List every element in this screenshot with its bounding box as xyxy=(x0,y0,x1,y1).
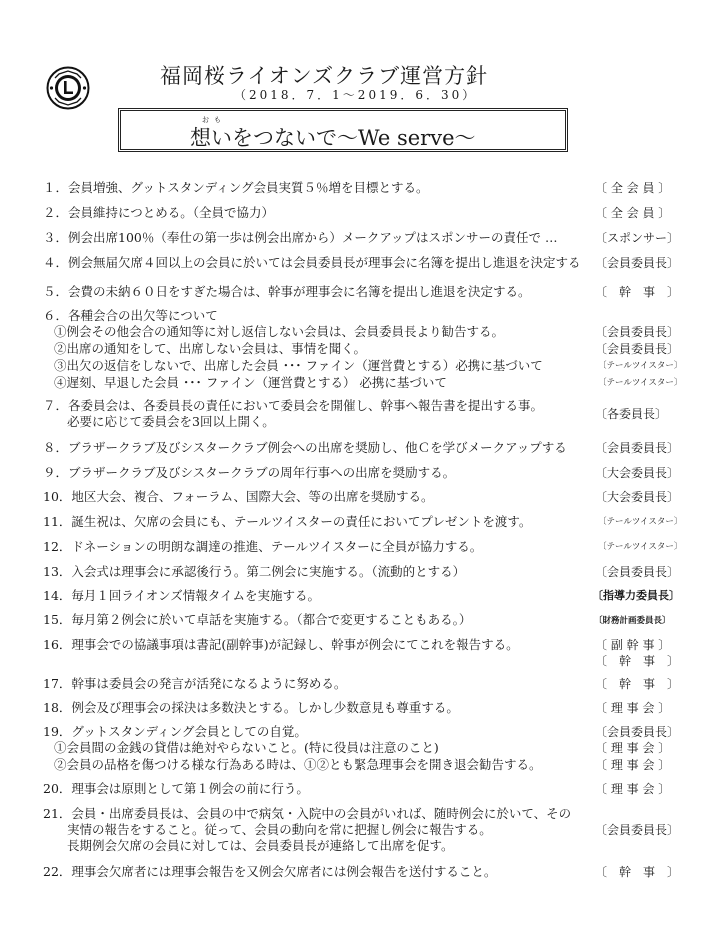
policy-subitem-text: ②出席の通知をして、出席しない会員は、事情を聞く。 xyxy=(54,341,367,356)
motto-text: 想いをつないで～We serve～ xyxy=(190,126,476,150)
policy-item-text: ７．各委員会は、各委員長の責任において委員会を開催し、幹事へ報告書を提出する事。 xyxy=(43,398,544,413)
policy-item-responsible: 〔 副 幹 事 〕 xyxy=(595,638,671,652)
policy-item-text: 13．入会式は理事会に承認後行う。第二例会に実施する。（流動的とする） xyxy=(43,564,466,579)
policy-item-responsible: 〔 幹 事 〕 xyxy=(595,285,680,299)
policy-item-responsible: 〔会員委員長〕 xyxy=(595,823,680,837)
policy-item-text: ２．会員維持につとめる。（全員で協力） xyxy=(43,205,275,220)
policy-item-text: 18．例会及び理事会の採決は多数決とする。しかし少数意見も尊重する。 xyxy=(43,700,459,715)
policy-item-responsible: 〔テールツイスター〕 xyxy=(598,542,683,552)
document-title: 福岡桜ライオンズクラブ運営方針 xyxy=(160,64,489,88)
policy-item-responsible: 〔会員委員長〕 xyxy=(595,725,680,739)
policy-item-responsible: 〔会員委員長〕 xyxy=(595,441,680,455)
policy-item-responsible: 〔テールツイスター〕 xyxy=(598,378,683,388)
policy-item-text-cont: 必要に応じて委員会を3回以上開く。 xyxy=(67,414,275,429)
policy-item-text: 10．地区大会、複合、フォーラム、国際大会、等の出席を奨励する。 xyxy=(43,489,434,504)
policy-item-text: ４．例会無届欠席４回以上の会員に於いては会員委員長が理事会に名簿を提出し進退を決定する xyxy=(43,255,581,270)
policy-item-responsible: 〔会員委員長〕 xyxy=(595,565,680,579)
fiscal-period: （2018．7．1～2019．6．30） xyxy=(234,88,478,102)
policy-item-text: 20．理事会は原則として第１例会の前に行う。 xyxy=(43,781,309,796)
policy-item-responsible: 〔 幹 事 〕 xyxy=(595,654,680,668)
policy-item-responsible: 〔テールツイスター〕 xyxy=(598,361,683,371)
policy-item-text: ６．各種会合の出欠等について xyxy=(43,308,218,323)
policy-item-responsible: 〔スポンサー〕 xyxy=(595,231,680,245)
policy-item-responsible: 〔 理 事 会 〕 xyxy=(595,741,671,755)
policy-item-text: 12．ドネーションの明朗な調達の推進、テールツイスターに全員が協力する。 xyxy=(43,539,483,554)
policy-item-responsible: 〔 全 会 員 〕 xyxy=(595,181,671,195)
policy-item-text: 15．毎月第２例会に於いて卓話を実施する。（都合で変更することもある。） xyxy=(43,612,472,627)
policy-item-text-cont: 実情の報告をすること。従って、会員の動向を常に把握し例会に報告する。 xyxy=(67,822,492,837)
policy-subitem-text: ①例会その他会合の通知等に対し返信しない会員は、会員委員長より勧告する。 xyxy=(54,324,505,339)
policy-subitem-text: ②会員の品格を傷つける様な行為ある時は、①②とも緊急理事会を開き退会勧告する。 xyxy=(54,757,542,772)
policy-item-responsible: 〔 理 事 会 〕 xyxy=(595,782,671,796)
policy-item-text: 11．誕生祝は、欠席の会員にも、テールツイスターの責任においてプレゼントを渡す。 xyxy=(43,514,532,529)
policy-item-text: １．会員増強、グットスタンディング会員実質５％増を目標とする。 xyxy=(43,180,429,195)
policy-item-responsible: 〔テールツイスター〕 xyxy=(598,517,683,527)
policy-item-responsible: 〔 幹 事 〕 xyxy=(595,865,680,879)
policy-subitem-text: ①会員間の金銭の貸借は絶対やらないこと。(特に役員は注意のこと) xyxy=(54,740,439,755)
policy-item-responsible: 〔 幹 事 〕 xyxy=(595,677,680,691)
policy-item-text: ３．例会出席100％（奉仕の第一歩は例会出席から）メークアップはスポンサーの責任で … xyxy=(43,230,558,245)
policy-item-responsible: 〔会員委員長〕 xyxy=(595,325,680,339)
policy-item-text: 16．理事会での協議事項は書記(副幹事)が記録し、幹事が例会にてこれを報告する。 xyxy=(43,637,519,652)
policy-item-text-cont: 長期例会欠席の会員に対しては、会員委員長が連絡して出席を促す。 xyxy=(67,838,454,853)
policy-item-responsible: 〔会員委員長〕 xyxy=(595,256,680,270)
policy-subitem-text: ④遅刻、早退した会員 ･･･ ファイン（運営費とする） 必携に基づいて xyxy=(54,375,447,390)
policy-item-text: 17．幹事は委員会の発言が活発になるように努める。 xyxy=(43,676,347,691)
policy-item-responsible: 〔各委員長〕 xyxy=(595,407,668,421)
policy-item-responsible: 〔財務計画委員長〕 xyxy=(594,616,671,626)
policy-item-responsible: 〔会員委員長〕 xyxy=(595,342,680,356)
policy-subitem-text: ③出欠の返信をしないで、出席した会員 ･･･ ファイン（運営費とする）必携に基づいて xyxy=(54,358,543,373)
policy-item-text: 21．会員・出席委員長は、会員の中で病気・入院中の会員がいれば、随時例会に於いて、その xyxy=(43,806,572,821)
policy-item-text: 22．理事会欠席者には理事会報告を又例会欠席者には例会報告を送付すること。 xyxy=(43,864,497,879)
policy-item-responsible: 〔大会委員長〕 xyxy=(595,490,680,504)
policy-item-responsible: 〔 理 事 会 〕 xyxy=(595,701,671,715)
policy-item-text: ８．ブラザークラブ及びシスタークラブ例会への出席を奨励し、他Ｃを学びメークアップする xyxy=(43,440,567,455)
motto-ruby: おも xyxy=(202,116,226,124)
policy-item-responsible: 〔指導力委員長〕 xyxy=(592,589,680,602)
policy-item-text: 14．毎月１回ライオンズ情報タイムを実施する。 xyxy=(43,588,321,603)
policy-item-responsible: 〔大会委員長〕 xyxy=(595,466,680,480)
policy-item-text: ５．会費の未納６０日をすぎた場合は、幹事が理事会に名簿を提出し進退を決定する。 xyxy=(43,284,531,299)
policy-item-responsible: 〔 全 会 員 〕 xyxy=(595,206,671,220)
policy-item-text: 19．グットスタンディング会員としての自覚。 xyxy=(43,724,307,739)
policy-item-responsible: 〔 理 事 会 〕 xyxy=(595,758,671,772)
policy-item-text: ９．ブラザークラブ及びシスタークラブの周年行事への出席を奨励する。 xyxy=(43,465,456,480)
